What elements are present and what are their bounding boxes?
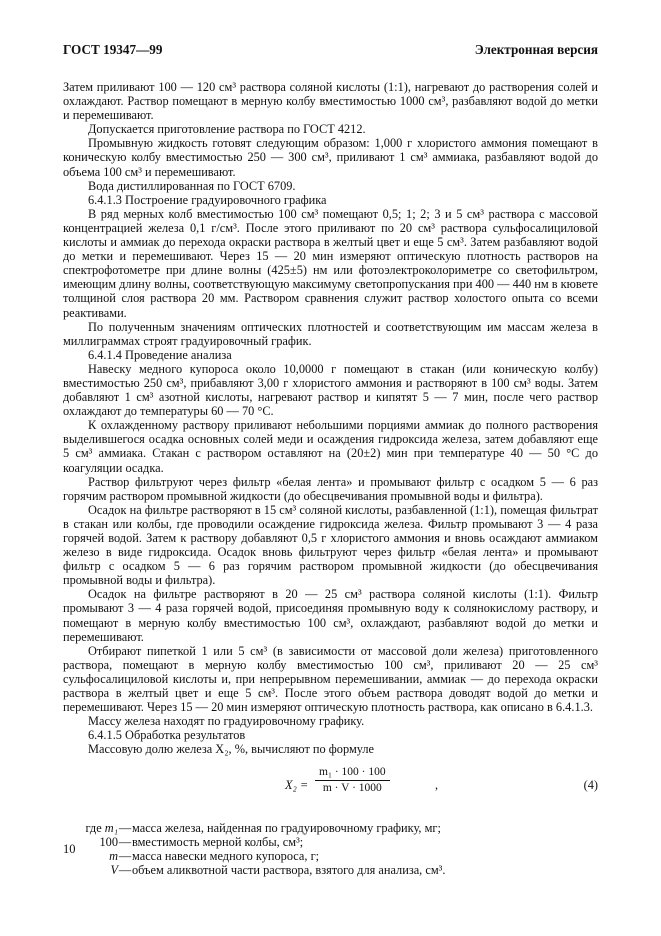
formula-comma: , (435, 777, 439, 792)
definition-row (63, 835, 598, 849)
definition-dash: — (118, 848, 132, 863)
definition-row (63, 849, 598, 863)
paragraph: К охлажденному раствору приливают небольшими порциями аммиак до полного растворения выделившегося осадка основных солей меди и осаждения гидроксида железа, затем добавляют еще 5 см³ аммиака. Стакан с раствором оставляют на (20±2) мин при температуре 40 — 50 °С до коагуляции осадка. (63, 418, 598, 475)
section-heading-6414: 6.4.1.4 Проведение анализа (88, 347, 232, 362)
definition-text: вместимость мерной колбы, см³; (132, 834, 304, 849)
definition-row (63, 821, 598, 835)
version-label: Электронная версия (474, 42, 598, 57)
formula-fraction (315, 765, 390, 796)
definition-row (63, 863, 598, 877)
paragraph: Промывную жидкость готовят следующим образом: 1,000 г хлористого аммония помещают в коническую колбу вместимостью 250 — 300 см³, приливают 1 см³ аммиака, разбавляют водой до объема 100 см³ и перемешивают. (63, 136, 598, 179)
paragraph: Затем приливают 100 — 120 см³ раствора соляной кислоты (1:1), нагревают до растворения солей и охлаждают. Раствор помещают в мерную колбу вместимостью 1000 см³, разбавляют водой до метки и перемешивают. (63, 80, 598, 123)
definition-symbol: 100 (99, 834, 118, 849)
definition-text: масса навески медного купороса, г; (132, 848, 320, 863)
definition-text: объем аликвотной части раствора, взятого для анализа, см³. (132, 862, 446, 877)
paragraph: Вода дистиллированная по ГОСТ 6709. (88, 178, 296, 193)
formula-lhs: X₂ = (285, 777, 309, 792)
page-header (63, 42, 598, 58)
variable-definitions (63, 821, 598, 877)
definition-dash: — (118, 862, 132, 877)
paragraph: Массовую долю железа X₂, %, вычисляют по формуле (88, 742, 375, 757)
definition-symbol: где m₁ (85, 820, 118, 835)
paragraph: Отбирают пипеткой 1 или 5 см³ (в зависимости от массовой доли железа) приготовленного раствора, помещают в мерную колбу вместимостью 100 см³, приливают 20 — 25 см³ сульфосалициловой кислоты и, при непрерывном перемешивании, аммиак — до перехода окраски раствора в желтый цвет и еще 5 см³. После этого объем раствора доводят водой до метки и перемешивают. Через 15 — 20 мин измеряют оптическую плотность раствора, как описано в 6.4.1.3. (63, 643, 598, 715)
formula-4 (63, 761, 598, 813)
section-heading-6415: 6.4.1.5 Обработка результатов (88, 728, 246, 743)
definition-dash: — (118, 834, 132, 849)
section-heading-6413: 6.4.1.3 Построение градуировочного графика (88, 192, 327, 207)
page-number: 10 (63, 842, 76, 856)
paragraph: Раствор фильтруют через фильтр «белая лента» и промывают фильтр с осадком 5 — 6 раз горячим раствором промывной жидкости (до обесцвечивания промывной воды и фильтра). (63, 474, 598, 503)
formula-numerator: m₁ · 100 · 100 (315, 765, 390, 781)
definition-symbol: V (110, 862, 118, 877)
paragraph: Осадок на фильтре растворяют в 20 — 25 см³ раствора соляной кислоты (1:1). Фильтр промывают 3 — 4 раза горячей водой, присоединяя промывную воду к солянокислому раствору, и помещают в мерную колбу вместимостью 100 см³, охлаждают, разбавляют водой до метки и перемешивают. (63, 587, 598, 644)
paragraph: Навеску медного купороса около 10,0000 г помещают в стакан (или коническую колбу) вместимостью 250 см³, прибавляют 3,00 г хлористого аммония и растворяют в 100 см³ воды. Затем добавляют 1 см³ азотной кислоты, нагревают раствор и кипятят 5 — 7 мин, после чего раствор охлаждают до температуры 60 — 70 °С. (63, 361, 598, 419)
paragraph: Осадок на фильтре растворяют в 15 см³ соляной кислоты, разбавленной (1:1), помещая фильтрат в стакан или колбы, где проводили осаждение гидроксида железа. Фильтр промывают 3 — 4 раза горячей водой. Затем к раствору добавляют 0,5 г хлористого аммония и вновь осаждают аммиаком железо в виде гидроксида. Осадок вновь фильтруют через фильтр «белая лента» и промывают фильтр с осадком 5 — 6 раз горячим раствором промывной жидкости (до обесцвечивания промывной воды и фильтра). (63, 502, 598, 588)
definition-dash: — (118, 820, 132, 835)
paragraph: Допускается приготовление раствора по ГОСТ 4212. (88, 122, 366, 137)
formula-number: (4) (583, 777, 598, 792)
definition-symbol: m (109, 848, 118, 863)
document-code: ГОСТ 19347—99 (63, 42, 163, 57)
formula-denominator: m · V · 1000 (322, 781, 382, 794)
paragraph: По полученным значениям оптических плотностей и соответствующим им массам железа в миллиграммах строят градуировочный график. (63, 319, 598, 348)
paragraph: Массу железа находят по градуировочному графику. (88, 714, 365, 729)
definition-text: масса железа, найденная по градуировочному графику, мг; (132, 820, 441, 835)
document-body (63, 80, 598, 877)
paragraph: В ряд мерных колб вместимостью 100 см³ помещают 0,5; 1; 2; 3 и 5 см³ раствора с массовой концентрацией железа 0,1 г/см³. После этого приливают по 20 см³ раствора сульфосалициловой кислоты и аммиак до перехода окраски раствора в желтый цвет и еще 5 см³. Затем разбавляют водой до метки и перемешивают. Через 15 — 20 мин измеряют оптическую плотность растворов на спектрофотометре при длине волны (425±5) нм или фотоэлектроколориметре со светофильтром, имеющим длину волны, соответствующую максимуму светопропускания при 400 — 440 нм в кювете толщиной слоя раствора 20 мм. Раствором сравнения служит раствор холостого опыта со всеми реактивами. (63, 206, 598, 320)
